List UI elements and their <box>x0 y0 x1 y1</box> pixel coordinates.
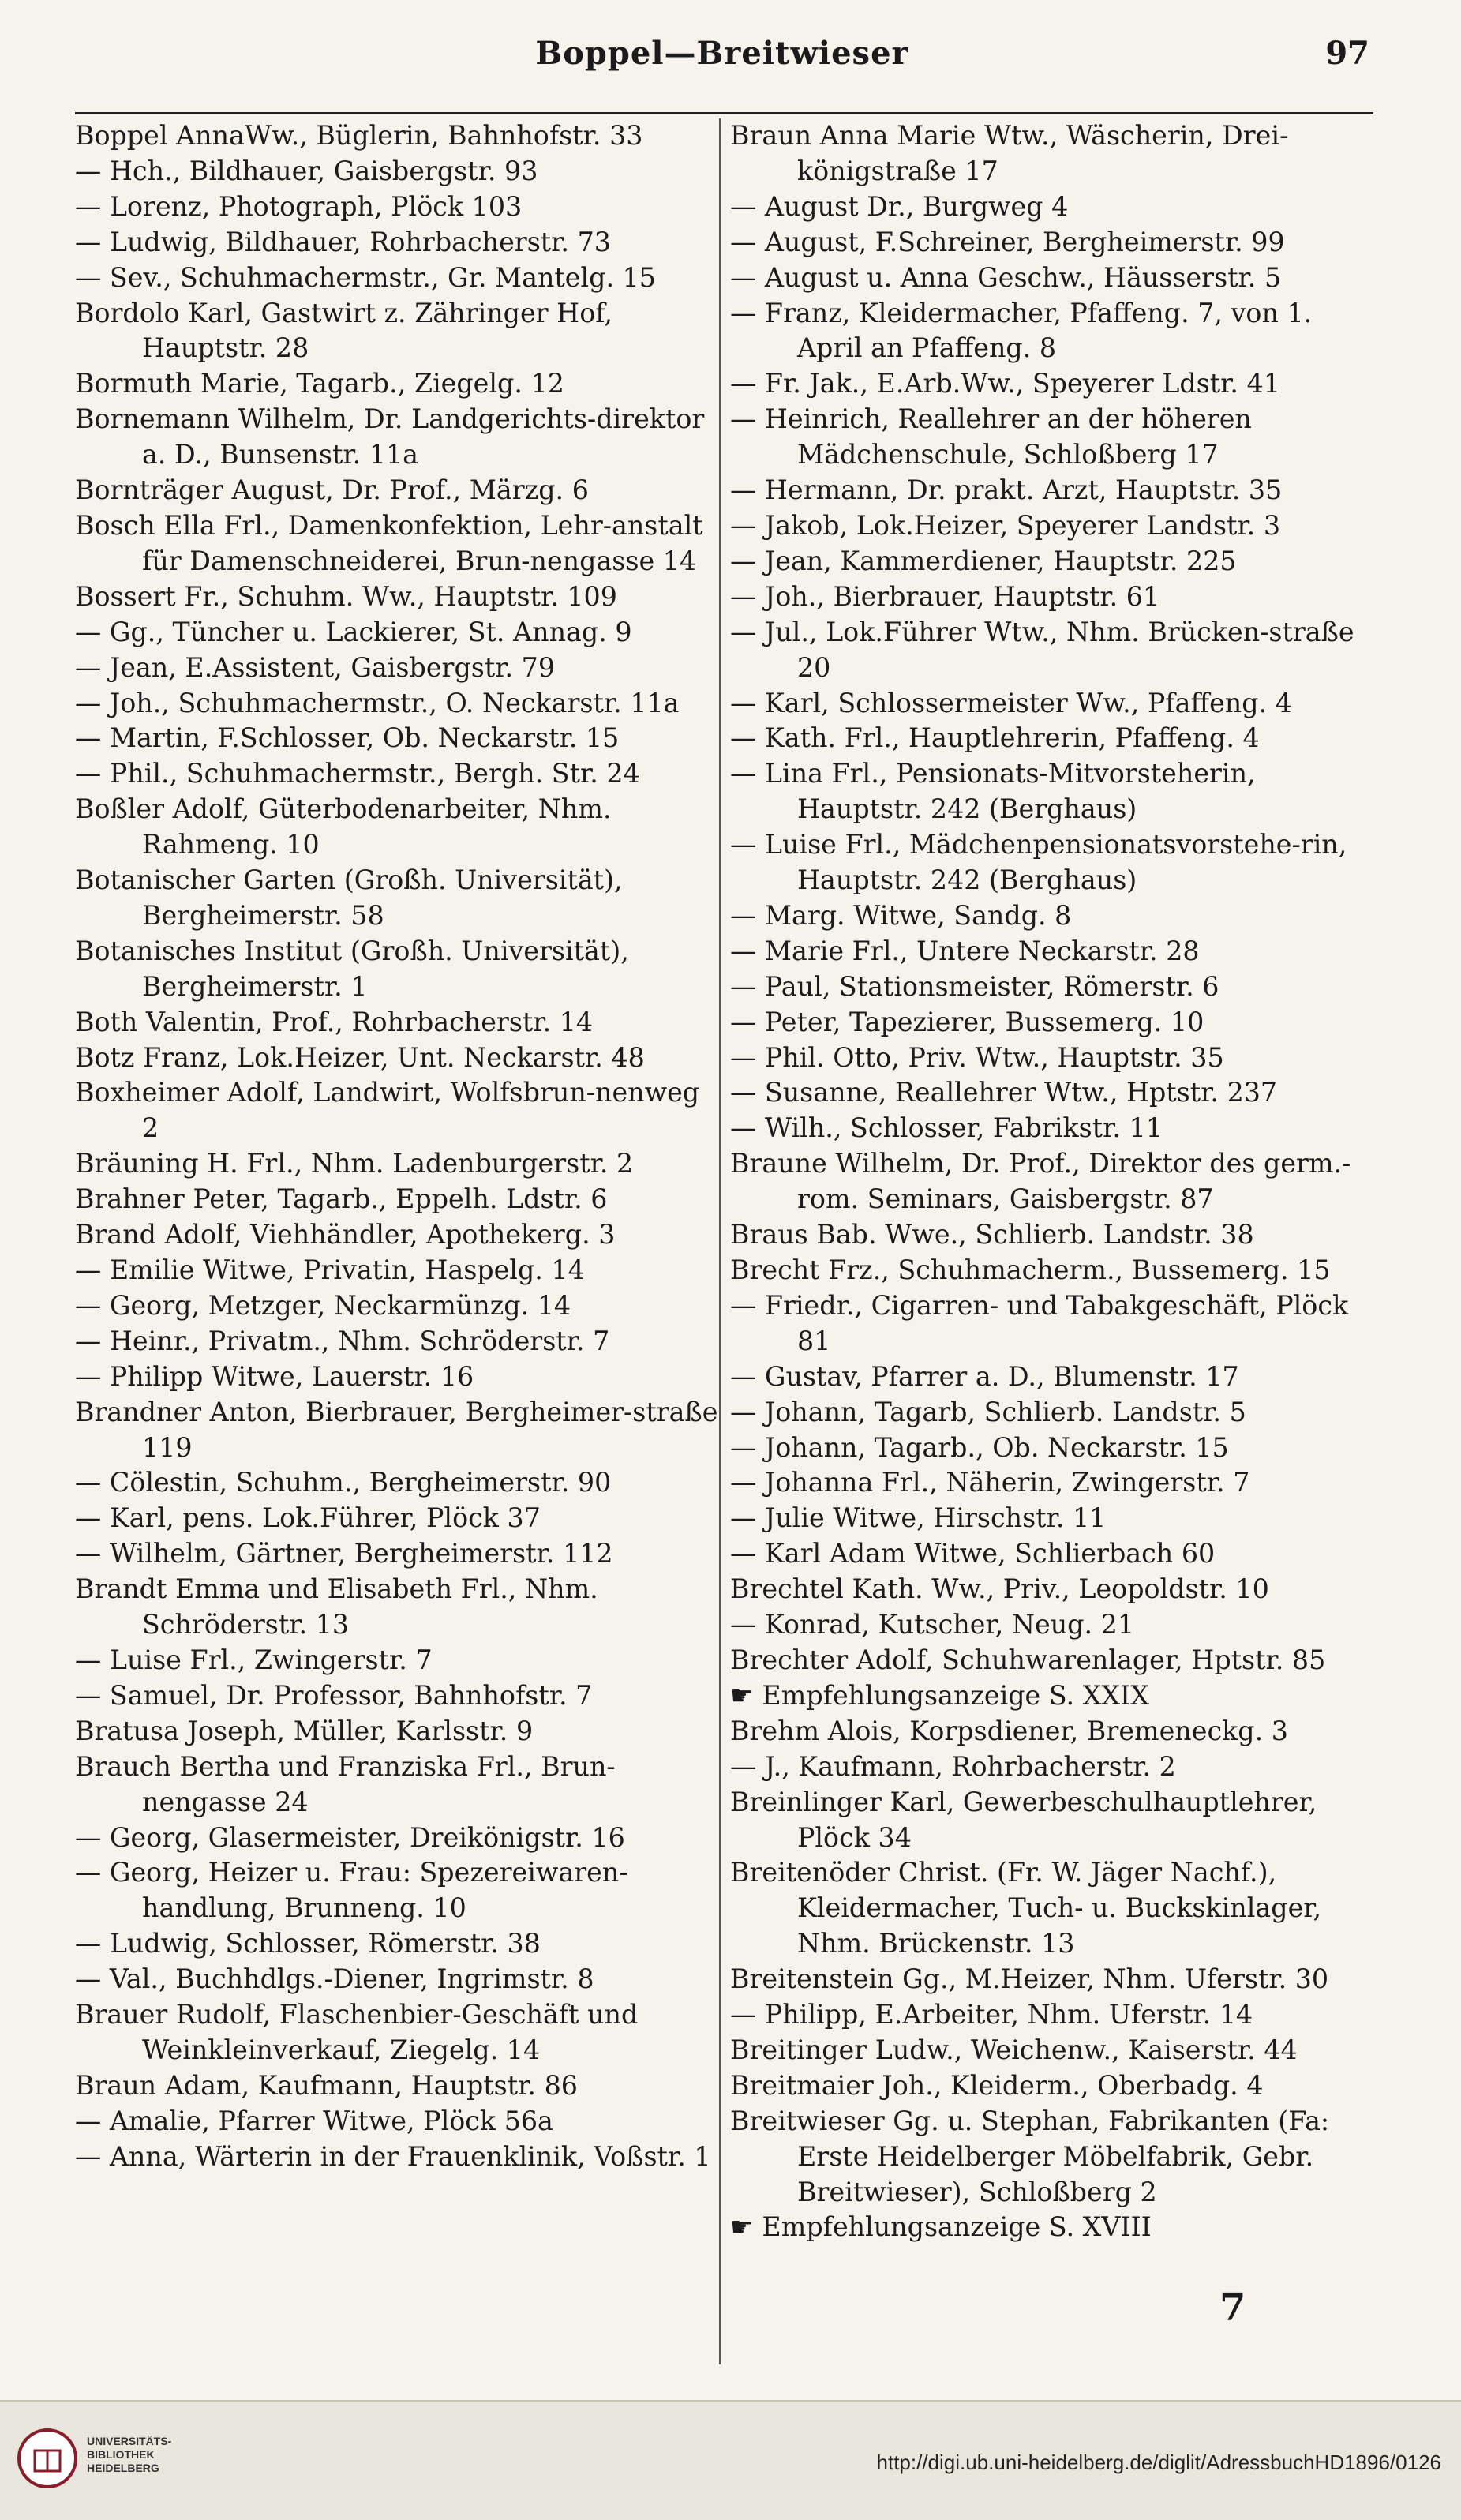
directory-entry: — Franz, Kleidermacher, Pfaffeng. 7, von 1. April an Pfaffeng. 8 <box>730 297 1313 364</box>
directory-entry: — August Dr., Burgweg 4 <box>730 190 1069 222</box>
column-divider <box>719 118 721 2364</box>
directory-entry: — Jul., Lok.Führer Wtw., Nhm. Brücken-straße 20 <box>730 616 1354 683</box>
directory-entry: Brechtel Kath. Ww., Priv., Leopoldstr. 10 <box>730 1573 1269 1605</box>
directory-entry: — Peter, Tapezierer, Bussemerg. 10 <box>730 1006 1204 1037</box>
directory-entry: — Konrad, Kutscher, Neug. 21 <box>730 1609 1135 1641</box>
header-rule <box>75 112 1373 114</box>
directory-entry: Bosch Ella Frl., Damenkonfektion, Lehr-anstalt für Damenschneiderei, Brun-nengasse 14 <box>75 509 703 576</box>
directory-entry: — Joh., Schuhmachermstr., O. Neckarstr. 11a <box>75 687 680 718</box>
directory-entry: — Sev., Schuhmachermstr., Gr. Mantelg. 15 <box>75 261 656 293</box>
directory-entry: Braune Wilhelm, Dr. Prof., Direktor des germ.-rom. Seminars, Gaisbergstr. 87 <box>730 1148 1351 1215</box>
directory-entry: Bordolo Karl, Gastwirt z. Zähringer Hof, Hauptstr. 28 <box>75 297 612 364</box>
directory-entry: — Karl, Schlossermeister Ww., Pfaffeng. 4 <box>730 687 1292 718</box>
directory-entry: — Karl, pens. Lok.Führer, Plöck 37 <box>75 1502 541 1534</box>
directory-entry: Brand Adolf, Viehhändler, Apothekerg. 3 <box>75 1219 616 1251</box>
directory-entry: — Phil. Otto, Priv. Wtw., Hauptstr. 35 <box>730 1041 1224 1073</box>
directory-entry: — Martin, F.Schlosser, Ob. Neckarstr. 15 <box>75 722 620 754</box>
directory-entry: — Cölestin, Schuhm., Bergheimerstr. 90 <box>75 1467 612 1498</box>
library-name-line: HEIDELBERG <box>87 2462 159 2474</box>
directory-entry: Braun Anna Marie Wtw., Wäscherin, Drei-königstraße 17 <box>730 120 1289 186</box>
directory-entry: Bossert Fr., Schuhm. Ww., Hauptstr. 109 <box>75 580 617 612</box>
directory-entry: Brandt Emma und Elisabeth Frl., Nhm. Schröderstr. 13 <box>75 1573 598 1641</box>
directory-entry: Brauch Bertha und Franziska Frl., Brun-nengasse 24 <box>75 1750 616 1817</box>
directory-entry: — Fr. Jak., E.Arb.Ww., Speyerer Ldstr. 41 <box>730 368 1280 399</box>
directory-entry: — Val., Buchhdlgs.-Diener, Ingrimstr. 8 <box>75 1963 594 1995</box>
directory-entry: — Jean, E.Assistent, Gaisbergstr. 79 <box>75 651 556 683</box>
directory-entry: — Jean, Kammerdiener, Hauptstr. 225 <box>730 545 1237 576</box>
directory-entry: — Joh., Bierbrauer, Hauptstr. 61 <box>730 580 1160 612</box>
directory-entry: Bornträger August, Dr. Prof., Märzg. 6 <box>75 474 589 506</box>
directory-entry: Boßler Adolf, Güterbodenarbeiter, Nhm. Rahmeng. 10 <box>75 793 612 861</box>
directory-entry: Botanischer Garten (Großh. Universität), Bergheimerstr. 58 <box>75 864 623 931</box>
university-seal-icon <box>16 2427 79 2490</box>
directory-entry: — Susanne, Reallehrer Wtw., Hptstr. 237 <box>730 1077 1278 1108</box>
directory-entry: Braus Bab. Wwe., Schlierb. Landstr. 38 <box>730 1219 1254 1251</box>
directory-entry: — J., Kaufmann, Rohrbacherstr. 2 <box>730 1750 1176 1782</box>
directory-entry: Brecht Frz., Schuhmacherm., Bussemerg. 15 <box>730 1254 1331 1285</box>
page-title: Boppel—Breitwieser <box>535 35 909 72</box>
directory-entry: Boppel AnnaWw., Büglerin, Bahnhofstr. 33 <box>75 120 643 151</box>
directory-entry: Bräuning H. Frl., Nhm. Ladenburgerstr. 2 <box>75 1148 634 1179</box>
footer <box>0 2400 1461 2520</box>
directory-entry: Bratusa Joseph, Müller, Karlsstr. 9 <box>75 1715 534 1746</box>
directory-entry: Breitmaier Joh., Kleiderm., Oberbadg. 4 <box>730 2069 1264 2101</box>
directory-entry: — Georg, Heizer u. Frau: Spezereiwaren-handlung, Brunneng. 10 <box>75 1857 628 1924</box>
directory-entry: — Anna, Wärterin in der Frauenklinik, Voßstr. 1 <box>75 2140 711 2172</box>
directory-entry: — Gustav, Pfarrer a. D., Blumenstr. 17 <box>730 1360 1239 1392</box>
source-url[interactable]: http://digi.ub.uni-heidelberg.de/diglit/AdressbuchHD1896/0126 <box>876 2451 1441 2474</box>
directory-entry: Breitwieser Gg. u. Stephan, Fabrikanten (Fa: Erste Heidelberger Möbelfabrik, Gebr. Breitwieser), Schloßberg 2 <box>730 2105 1330 2207</box>
directory-entry: — Johann, Tagarb, Schlierb. Landstr. 5 <box>730 1396 1246 1427</box>
directory-entry: Breitenstein Gg., M.Heizer, Nhm. Uferstr. 30 <box>730 1963 1329 1995</box>
directory-entry: — Wilhelm, Gärtner, Bergheimerstr. 112 <box>75 1538 613 1569</box>
directory-entry: — Johanna Frl., Näherin, Zwingerstr. 7 <box>730 1467 1250 1498</box>
directory-entry: — Philipp Witwe, Lauerstr. 16 <box>75 1360 474 1392</box>
right-column <box>730 118 1373 2245</box>
page-header <box>75 35 1369 82</box>
directory-entry: — Friedr., Cigarren- und Tabakgeschäft, Plöck 81 <box>730 1289 1349 1356</box>
directory-entry: — Gg., Tüncher u. Lackierer, St. Annag. 9 <box>75 616 632 647</box>
directory-entry: — Karl Adam Witwe, Schlierbach 60 <box>730 1538 1216 1569</box>
directory-entry: Braun Adam, Kaufmann, Hauptstr. 86 <box>75 2069 578 2101</box>
directory-entry: Brauer Rudolf, Flaschenbier-Geschäft und Weinkleinverkauf, Ziegelg. 14 <box>75 1999 639 2065</box>
directory-entry: — Georg, Glasermeister, Dreikönigstr. 16 <box>75 1821 625 1853</box>
directory-entry: — Kath. Frl., Hauptlehrerin, Pfaffeng. 4 <box>730 722 1260 754</box>
directory-entry: — Samuel, Dr. Professor, Bahnhofstr. 7 <box>75 1679 593 1711</box>
directory-entry: — Ludwig, Schlosser, Römerstr. 38 <box>75 1928 541 1959</box>
directory-entry: — Marg. Witwe, Sandg. 8 <box>730 899 1072 931</box>
directory-entry: Breitinger Ludw., Weichenw., Kaiserstr. 44 <box>730 2034 1298 2065</box>
advertisement-reference: ☛ Empfehlungsanzeige S. XXIX <box>730 1679 1149 1711</box>
directory-entry: — Philipp, E.Arbeiter, Nhm. Uferstr. 14 <box>730 1999 1253 2031</box>
directory-entry: — Luise Frl., Mädchenpensionatsvorstehe-rin, Hauptstr. 242 (Berghaus) <box>730 829 1347 896</box>
directory-entry: Brandner Anton, Bierbrauer, Bergheimer-straße 119 <box>75 1396 718 1463</box>
library-name-line: UNIVERSITÄTS- <box>87 2435 172 2447</box>
directory-entry: Breitenöder Christ. (Fr. W. Jäger Nachf.), Kleidermacher, Tuch- u. Buckskinlager, Nhm. Brückenstr. 13 <box>730 1857 1322 1959</box>
directory-entry: — Phil., Schuhmachermstr., Bergh. Str. 24 <box>75 758 640 789</box>
library-name <box>87 2435 171 2475</box>
page-number: 97 <box>1325 35 1369 72</box>
directory-entry: Bornemann Wilhelm, Dr. Landgerichts-direktor a. D., Bunsenstr. 11a <box>75 403 705 471</box>
directory-entry: Brehm Alois, Korpsdiener, Bremeneckg. 3 <box>730 1715 1288 1746</box>
directory-entry: — Lina Frl., Pensionats-Mitvorsteherin, Hauptstr. 242 (Berghaus) <box>730 758 1256 825</box>
directory-entry: — Ludwig, Bildhauer, Rohrbacherstr. 73 <box>75 226 611 257</box>
directory-entry: Botanisches Institut (Großh. Universität), Bergheimerstr. 1 <box>75 935 629 1002</box>
directory-entry: — Marie Frl., Untere Neckarstr. 28 <box>730 935 1200 966</box>
directory-entry: Breinlinger Karl, Gewerbeschulhauptlehrer, Plöck 34 <box>730 1786 1317 1853</box>
directory-entry: Bormuth Marie, Tagarb., Ziegelg. 12 <box>75 368 564 399</box>
library-name-line: BIBLIOTHEK <box>87 2448 155 2461</box>
directory-entry: — Wilh., Schlosser, Fabrikstr. 11 <box>730 1112 1163 1144</box>
directory-entry: — Luise Frl., Zwingerstr. 7 <box>75 1644 433 1675</box>
directory-entry: Brechter Adolf, Schuhwarenlager, Hptstr. 85 <box>730 1644 1326 1675</box>
directory-entry: — Lorenz, Photograph, Plöck 103 <box>75 190 523 222</box>
directory-entry: — Jakob, Lok.Heizer, Speyerer Landstr. 3 <box>730 509 1281 541</box>
signature-mark: 7 <box>1219 2286 1246 2330</box>
directory-entry: Botz Franz, Lok.Heizer, Unt. Neckarstr. 48 <box>75 1041 645 1073</box>
directory-entry: — Hermann, Dr. prakt. Arzt, Hauptstr. 35 <box>730 474 1283 506</box>
directory-entry: — August u. Anna Geschw., Häusserstr. 5 <box>730 261 1282 293</box>
directory-entry: — August, F.Schreiner, Bergheimerstr. 99 <box>730 226 1285 257</box>
directory-entry: Both Valentin, Prof., Rohrbacherstr. 14 <box>75 1006 594 1037</box>
directory-entry: — Julie Witwe, Hirschstr. 11 <box>730 1502 1107 1534</box>
directory-entry: — Johann, Tagarb., Ob. Neckarstr. 15 <box>730 1431 1229 1463</box>
directory-entry: Boxheimer Adolf, Landwirt, Wolfsbrun-nenweg 2 <box>75 1077 700 1144</box>
directory-entry: — Hch., Bildhauer, Gaisbergstr. 93 <box>75 155 538 186</box>
directory-entry: — Georg, Metzger, Neckarmünzg. 14 <box>75 1289 571 1321</box>
directory-entry: — Amalie, Pfarrer Witwe, Plöck 56a <box>75 2105 553 2136</box>
directory-entry: — Emilie Witwe, Privatin, Haspelg. 14 <box>75 1254 585 1285</box>
directory-entry: — Paul, Stationsmeister, Römerstr. 6 <box>730 970 1219 1002</box>
directory-entry: — Heinr., Privatm., Nhm. Schröderstr. 7 <box>75 1325 610 1356</box>
advertisement-reference: ☛ Empfehlungsanzeige S. XVIII <box>730 2211 1152 2243</box>
directory-entry: — Heinrich, Reallehrer an der höheren Mädchenschule, Schloßberg 17 <box>730 403 1252 471</box>
left-column <box>75 118 718 2175</box>
directory-entry: Brahner Peter, Tagarb., Eppelh. Ldstr. 6 <box>75 1183 608 1215</box>
